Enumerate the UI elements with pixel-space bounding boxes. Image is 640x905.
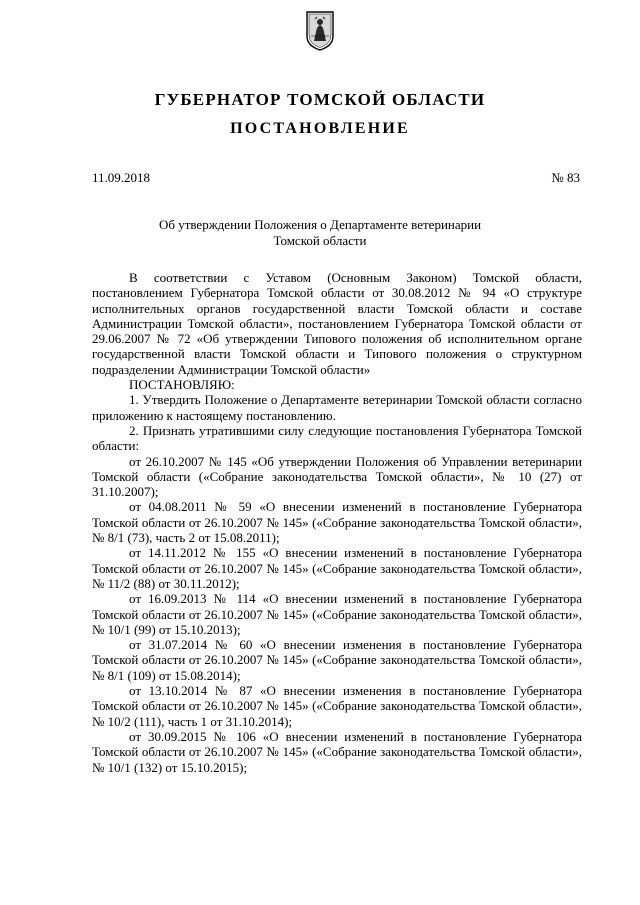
item-1-paragraph: 1. Утвердить Положение о Департаменте ветеринарии Томской области согласно приложению к настоящему постановлению. [92,392,582,423]
document-type: ПОСТАНОВЛЕНИЕ [230,120,410,137]
subject-line-2: Томской области [273,233,367,248]
subject-line-1: Об утверждении Положения о Департаменте ветеринарии [158,217,482,232]
repealed-decree-item: от 30.09.2015 № 106 «О внесении изменений в постановление Губернатора Томской области от 26.10.2007 № 145» («Собрание законодательства Томской области», № 10/1 (132) от 15.10.2015); [92,728,582,775]
decree-body [92,270,582,775]
decree-date: 11.09.2018 [92,170,151,185]
repealed-decree-item: от 14.11.2012 № 155 «О внесении изменений в постановление Губернатора Томской области от 26.10.2007 № 145» («Собрание законодательства Томской области», № 11/2 (88) от 30.11.2012); [92,545,582,591]
repealed-decree-item: от 31.07.2014 № 60 «О внесении изменения в постановление Губернатора Томской области от 26.10.2007 № 145» («Собрание законодательства Томской области», № 8/1 (109) от 15.08.2014); [92,637,582,683]
preamble-paragraph: В соответствии с Уставом (Основным Законом) Томской области, постановлением Губернатора Томской области от 30.08.2012 № 94 «О структуре исполнительных органов государственной власти Томской области и составе Администрации Томской области», постановлением Губернатора Томской области от 29.06.2007 № 72 «Об утверждении Типового положения об исполнительном органе государственной власти Томской области и Типового положения о структурном подразделении Администрации Томской области» [92,270,582,377]
coat-of-arms-icon [305,10,335,52]
decree-number: № 83 [551,170,580,185]
decree-subject [100,217,540,249]
repealed-decree-item: от 13.10.2014 № 87 «О внесении изменения в постановление Губернатора Томской области от 26.10.2007 № 145» («Собрание законодательства Томской области», № 10/2 (111), часть 1 от 31.10.2014); [92,683,582,729]
repealed-decree-item: от 16.09.2013 № 114 «О внесении изменений в постановление Губернатора Томской области от 26.10.2007 № 145» («Собрание законодательства Томской области», № 10/1 (99) от 15.10.2013); [92,591,582,637]
item-2-paragraph: 2. Признать утратившими силу следующие постановления Губернатора Томской области: [92,422,582,454]
authority-title: ГУБЕРНАТОР ТОМСКОЙ ОБЛАСТИ [154,90,486,109]
resolve-paragraph: ПОСТАНОВЛЯЮ: [129,377,235,393]
repealed-decree-item: от 26.10.2007 № 145 «Об утверждении Положения об Управлении ветеринарии Томской области («Собрание законодательства Томской области», № 10 (27) от 31.10.2007); [92,453,582,500]
repealed-decree-item: от 04.08.2011 № 59 «О внесении изменений в постановление Губернатора Томской области от 26.10.2007 № 145» («Собрание законодательства Томской области», № 8/1 (73), часть 2 от 15.08.2011); [92,499,582,546]
